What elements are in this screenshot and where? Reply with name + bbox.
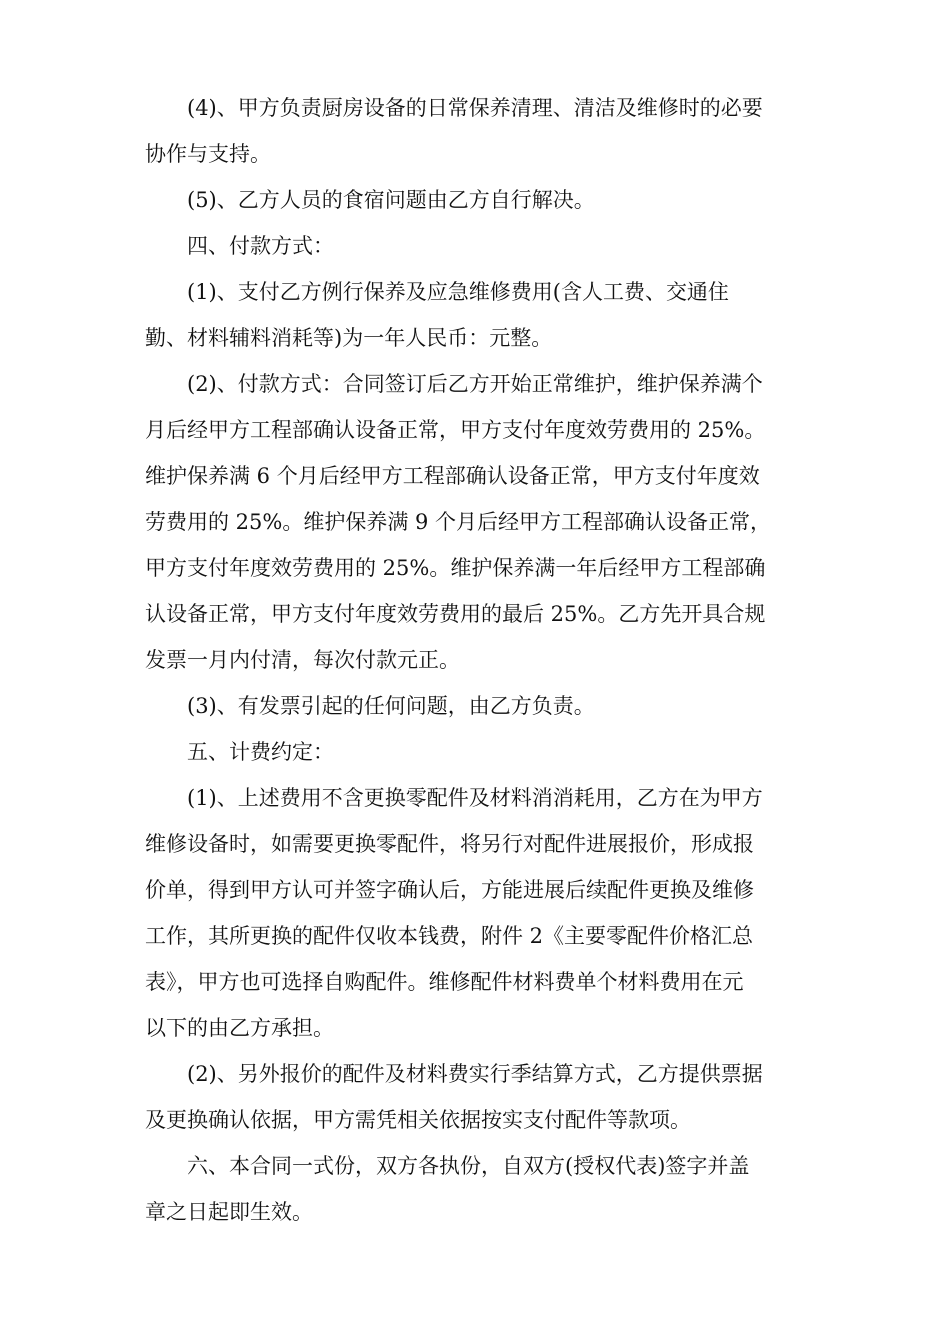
section-4-heading: [145, 223, 807, 269]
text-line: 维护保养满 6 个月后经甲方工程部确认设备正常，甲方支付年度效: [145, 464, 760, 488]
text-line: 勤、材料辅料消耗等)为一年人民币：元整。: [145, 326, 553, 350]
section-6-effective-clause: [145, 1143, 807, 1235]
text-line: 发票一月内付清，每次付款元正。: [145, 648, 460, 672]
text-line: (2)、另外报价的配件及材料费实行季结算方式，乙方提供票据: [187, 1062, 763, 1086]
text-line: 劳费用的 25%。维护保养满 9 个月后经甲方工程部确认设备正常，: [145, 510, 772, 534]
text-line: (4)、甲方负责厨房设备的日常保养清理、清洁及维修时的必要: [187, 96, 763, 120]
text-line: (3)、有发票引起的任何问题，由乙方负责。: [187, 694, 595, 718]
payment-clause-2: [145, 361, 807, 683]
text-line: 六、本合同一式份，双方各执份，自双方(授权代表)签字并盖: [187, 1154, 750, 1178]
billing-clause-1: [145, 775, 807, 1051]
text-line: (1)、支付乙方例行保养及应急维修费用(含人工费、交通住: [187, 280, 729, 304]
section-heading: 四、付款方式：: [187, 234, 334, 258]
billing-clause-2: [145, 1051, 807, 1143]
text-line: 维修设备时，如需要更换零配件，将另行对配件进展报价，形成报: [145, 832, 754, 856]
text-line: 月后经甲方工程部确认设备正常，甲方支付年度效劳费用的 25%。: [145, 418, 766, 442]
section-5-heading: [145, 729, 807, 775]
text-line: (1)、上述费用不含更换零配件及材料消消耗用，乙方在为甲方: [187, 786, 763, 810]
clause-5-accommodation: [145, 177, 807, 223]
clause-4-kitchen-maintenance: [145, 85, 807, 177]
payment-clause-1: [145, 269, 807, 361]
text-line: 章之日起即生效。: [145, 1200, 313, 1224]
text-line: 价单，得到甲方认可并签字确认后，方能进展后续配件更换及维修: [145, 878, 754, 902]
text-line: 认设备正常，甲方支付年度效劳费用的最后 25%。乙方先开具合规: [145, 602, 766, 626]
text-line: 协作与支持。: [145, 142, 271, 166]
document-body: [145, 85, 807, 1235]
text-line: 甲方支付年度效劳费用的 25%。维护保养满一年后经甲方工程部确: [145, 556, 766, 580]
text-line: (2)、付款方式：合同签订后乙方开始正常维护，维护保养满个: [187, 372, 763, 396]
payment-clause-3: [145, 683, 807, 729]
text-line: (5)、乙方人员的食宿问题由乙方自行解决。: [187, 188, 595, 212]
text-line: 及更换确认依据，甲方需凭相关依据按实支付配件等款项。: [145, 1108, 691, 1132]
text-line: 以下的由乙方承担。: [145, 1016, 334, 1040]
section-heading: 五、计费约定：: [187, 740, 334, 764]
text-line: 工作，其所更换的配件仅收本钱费，附件 2《主要零配件价格汇总: [145, 924, 754, 948]
text-line: 表》，甲方也可选择自购配件。维修配件材料费单个材料费用在元: [145, 970, 744, 994]
